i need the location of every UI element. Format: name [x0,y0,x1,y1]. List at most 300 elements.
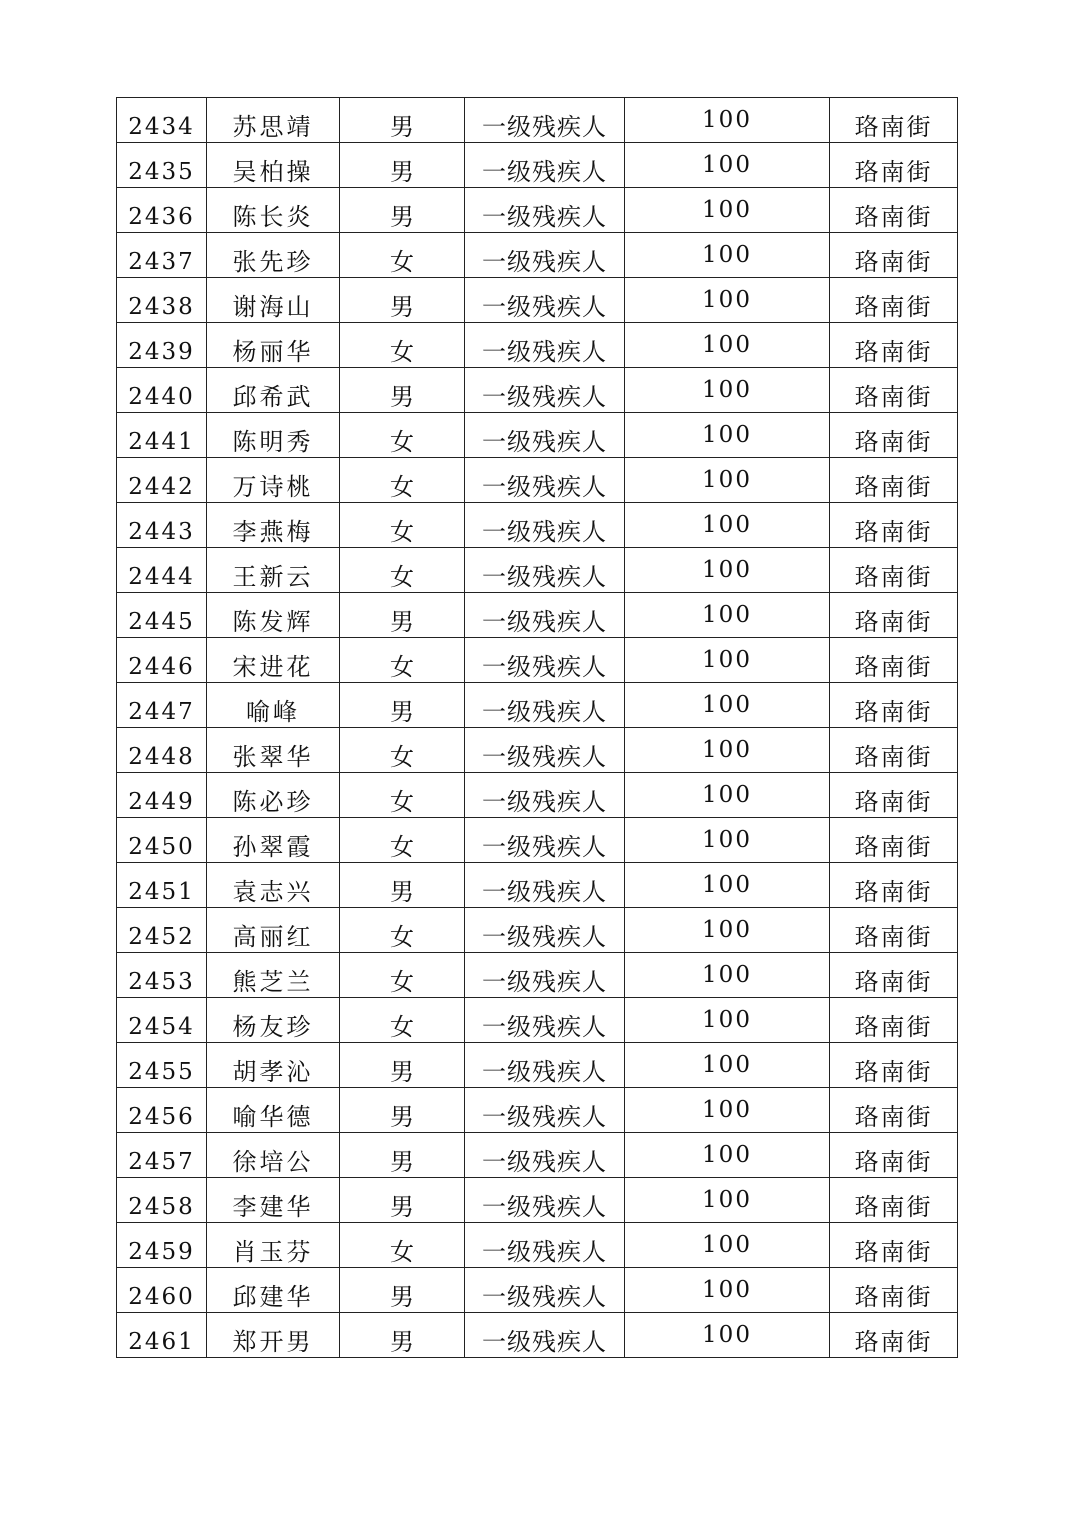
amount-cell-text: 100 [702,1142,752,1168]
row-number-cell [117,143,207,188]
street-cell [830,953,958,998]
disability-level-cell [465,1313,625,1358]
disability-level-cell [465,773,625,818]
row-number-cell-text: 2450 [128,834,195,860]
street-cell [830,1223,958,1268]
street-cell [830,593,958,638]
disability-level-cell [465,953,625,998]
table-body [117,98,958,1358]
name-cell-text: 谢海山 [232,293,314,321]
amount-cell [625,593,830,638]
amount-cell-text: 100 [702,737,752,763]
disability-level-cell-text: 一级残疾人 [482,203,607,231]
gender-cell-text: 男 [390,383,414,411]
table-row [117,278,958,323]
beneficiary-table [116,97,958,1358]
amount-cell-text: 100 [702,557,752,583]
disability-level-cell-text: 一级残疾人 [482,158,607,186]
gender-cell-text: 男 [390,1058,414,1086]
amount-cell-text: 100 [702,512,752,538]
amount-cell-text: 100 [702,1277,752,1303]
amount-cell-text: 100 [702,377,752,403]
street-cell [830,143,958,188]
disability-level-cell-text: 一级残疾人 [482,1283,607,1311]
row-number-cell-text: 2460 [128,1284,195,1310]
disability-level-cell-text: 一级残疾人 [482,1238,607,1266]
row-number-cell-text: 2438 [128,294,195,320]
street-cell-text: 珞南街 [854,923,933,951]
row-number-cell-text: 2436 [128,204,195,230]
table-row [117,953,958,998]
name-cell-text: 徐培公 [232,1148,314,1176]
row-number-cell-text: 2452 [128,924,195,950]
row-number-cell-text: 2455 [128,1059,195,1085]
gender-cell [340,98,465,143]
gender-cell [340,908,465,953]
row-number-cell [117,188,207,233]
row-number-cell-text: 2445 [128,609,195,635]
disability-level-cell-text: 一级残疾人 [482,248,607,276]
gender-cell [340,953,465,998]
row-number-cell-text: 2449 [128,789,195,815]
street-cell-text: 珞南街 [854,248,933,276]
name-cell-text: 李燕梅 [232,518,314,546]
disability-level-cell-text: 一级残疾人 [482,1193,607,1221]
name-cell [207,143,340,188]
amount-cell-text: 100 [702,467,752,493]
gender-cell [340,1313,465,1358]
gender-cell [340,1043,465,1088]
row-number-cell [117,278,207,323]
street-cell [830,638,958,683]
street-cell [830,908,958,953]
table-row [117,1088,958,1133]
table-row [117,143,958,188]
table-row [117,683,958,728]
street-cell [830,1268,958,1313]
gender-cell [340,728,465,773]
name-cell-text: 陈长炎 [232,203,314,231]
disability-level-cell-text: 一级残疾人 [482,788,607,816]
table-row [117,998,958,1043]
name-cell-text: 邱希武 [232,383,314,411]
disability-level-cell [465,143,625,188]
gender-cell-text: 男 [390,203,414,231]
name-cell [207,1133,340,1178]
row-number-cell [117,1313,207,1358]
gender-cell-text: 女 [390,788,414,816]
name-cell-text: 陈发辉 [232,608,314,636]
disability-level-cell [465,98,625,143]
disability-level-cell-text: 一级残疾人 [482,383,607,411]
row-number-cell-text: 2453 [128,969,195,995]
street-cell [830,1178,958,1223]
name-cell-text: 杨友珍 [232,1013,314,1041]
amount-cell [625,188,830,233]
name-cell-text: 万诗桃 [232,473,314,501]
gender-cell-text: 女 [390,248,414,276]
street-cell-text: 珞南街 [854,338,933,366]
amount-cell [625,1223,830,1268]
street-cell-text: 珞南街 [854,788,933,816]
amount-cell-text: 100 [702,827,752,853]
row-number-cell [117,638,207,683]
gender-cell-text: 女 [390,968,414,996]
street-cell-text: 珞南街 [854,203,933,231]
disability-level-cell [465,728,625,773]
street-cell-text: 珞南街 [854,563,933,591]
row-number-cell-text: 2442 [128,474,195,500]
amount-cell [625,413,830,458]
amount-cell [625,728,830,773]
amount-cell [625,233,830,278]
row-number-cell-text: 2456 [128,1104,195,1130]
amount-cell [625,863,830,908]
row-number-cell-text: 2457 [128,1149,195,1175]
name-cell-text: 杨丽华 [232,338,314,366]
gender-cell [340,1223,465,1268]
amount-cell [625,98,830,143]
table-row [117,188,958,233]
table-row [117,368,958,413]
gender-cell [340,593,465,638]
name-cell [207,278,340,323]
row-number-cell-text: 2443 [128,519,195,545]
row-number-cell [117,233,207,278]
street-cell-text: 珞南街 [854,158,933,186]
row-number-cell [117,593,207,638]
amount-cell [625,953,830,998]
street-cell-text: 珞南街 [854,1193,933,1221]
row-number-cell-text: 2439 [128,339,195,365]
gender-cell [340,1133,465,1178]
name-cell-text: 邱建华 [232,1283,314,1311]
amount-cell-text: 100 [702,782,752,808]
name-cell [207,908,340,953]
table-row [117,1223,958,1268]
gender-cell-text: 男 [390,1328,414,1356]
table-row [117,413,958,458]
gender-cell-text: 女 [390,563,414,591]
disability-level-cell [465,593,625,638]
name-cell-text: 熊芝兰 [232,968,314,996]
disability-level-cell-text: 一级残疾人 [482,1148,607,1176]
row-number-cell [117,368,207,413]
disability-level-cell-text: 一级残疾人 [482,923,607,951]
disability-level-cell-text: 一级残疾人 [482,338,607,366]
gender-cell-text: 女 [390,1013,414,1041]
name-cell-text: 高丽红 [232,923,314,951]
amount-cell-text: 100 [702,332,752,358]
gender-cell-text: 男 [390,1148,414,1176]
disability-level-cell-text: 一级残疾人 [482,1058,607,1086]
gender-cell [340,998,465,1043]
disability-level-cell [465,458,625,503]
amount-cell [625,773,830,818]
row-number-cell [117,98,207,143]
street-cell [830,818,958,863]
name-cell [207,638,340,683]
name-cell [207,998,340,1043]
row-number-cell [117,773,207,818]
row-number-cell-text: 2458 [128,1194,195,1220]
street-cell [830,998,958,1043]
name-cell-text: 郑开男 [232,1328,314,1356]
table-row [117,1133,958,1178]
row-number-cell [117,818,207,863]
row-number-cell [117,1178,207,1223]
gender-cell-text: 女 [390,833,414,861]
name-cell-text: 宋进花 [232,653,314,681]
amount-cell-text: 100 [702,242,752,268]
gender-cell-text: 女 [390,923,414,951]
table-row [117,98,958,143]
row-number-cell [117,908,207,953]
amount-cell-text: 100 [702,917,752,943]
street-cell [830,728,958,773]
row-number-cell [117,548,207,593]
name-cell-text: 胡孝沁 [232,1058,314,1086]
row-number-cell [117,503,207,548]
name-cell [207,233,340,278]
name-cell-text: 王新云 [232,563,314,591]
amount-cell [625,368,830,413]
row-number-cell-text: 2454 [128,1014,195,1040]
street-cell [830,863,958,908]
amount-cell-text: 100 [702,1097,752,1123]
name-cell [207,818,340,863]
amount-cell [625,278,830,323]
name-cell-text: 陈必珍 [232,788,314,816]
name-cell [207,413,340,458]
name-cell-text: 喻峰 [246,698,300,726]
street-cell-text: 珞南街 [854,1103,933,1131]
document-table-container [116,97,958,1358]
street-cell-text: 珞南街 [854,1238,933,1266]
disability-level-cell [465,1268,625,1313]
street-cell [830,1043,958,1088]
street-cell-text: 珞南街 [854,473,933,501]
disability-level-cell-text: 一级残疾人 [482,113,607,141]
amount-cell-text: 100 [702,1007,752,1033]
disability-level-cell [465,233,625,278]
amount-cell [625,1133,830,1178]
name-cell-text: 吴柏操 [232,158,314,186]
name-cell [207,728,340,773]
gender-cell [340,1088,465,1133]
table-row [117,1268,958,1313]
amount-cell [625,908,830,953]
amount-cell [625,143,830,188]
name-cell-text: 张翠华 [232,743,314,771]
street-cell [830,188,958,233]
name-cell [207,323,340,368]
amount-cell-text: 100 [702,1322,752,1348]
row-number-cell [117,1043,207,1088]
table-row [117,233,958,278]
gender-cell [340,1178,465,1223]
disability-level-cell [465,503,625,548]
table-row [117,503,958,548]
row-number-cell-text: 2459 [128,1239,195,1265]
table-row [117,323,958,368]
name-cell-text: 袁志兴 [232,878,314,906]
street-cell-text: 珞南街 [854,1283,933,1311]
street-cell-text: 珞南街 [854,743,933,771]
street-cell [830,98,958,143]
row-number-cell [117,863,207,908]
amount-cell [625,323,830,368]
street-cell-text: 珞南街 [854,113,933,141]
gender-cell-text: 男 [390,158,414,186]
row-number-cell-text: 2440 [128,384,195,410]
disability-level-cell-text: 一级残疾人 [482,698,607,726]
street-cell [830,278,958,323]
table-row [117,728,958,773]
amount-cell [625,503,830,548]
name-cell [207,188,340,233]
table-row [117,1043,958,1088]
table-row [117,863,958,908]
disability-level-cell-text: 一级残疾人 [482,473,607,501]
name-cell [207,1178,340,1223]
table-row [117,638,958,683]
row-number-cell-text: 2451 [128,879,195,905]
disability-level-cell [465,863,625,908]
row-number-cell-text: 2434 [128,114,195,140]
disability-level-cell-text: 一级残疾人 [482,968,607,996]
disability-level-cell-text: 一级残疾人 [482,878,607,906]
name-cell-text: 喻华德 [232,1103,314,1131]
row-number-cell [117,953,207,998]
street-cell [830,1133,958,1178]
street-cell [830,548,958,593]
amount-cell [625,638,830,683]
row-number-cell [117,683,207,728]
name-cell [207,98,340,143]
name-cell [207,773,340,818]
gender-cell [340,548,465,593]
street-cell-text: 珞南街 [854,1058,933,1086]
row-number-cell [117,1268,207,1313]
gender-cell-text: 男 [390,698,414,726]
disability-level-cell [465,1178,625,1223]
row-number-cell-text: 2435 [128,159,195,185]
disability-level-cell-text: 一级残疾人 [482,653,607,681]
gender-cell [340,233,465,278]
name-cell [207,1043,340,1088]
street-cell-text: 珞南街 [854,1148,933,1176]
gender-cell-text: 女 [390,338,414,366]
street-cell [830,1313,958,1358]
amount-cell-text: 100 [702,602,752,628]
disability-level-cell [465,188,625,233]
street-cell [830,368,958,413]
gender-cell [340,683,465,728]
table-row [117,1178,958,1223]
name-cell [207,1268,340,1313]
row-number-cell [117,998,207,1043]
amount-cell [625,458,830,503]
disability-level-cell [465,548,625,593]
gender-cell-text: 男 [390,1283,414,1311]
row-number-cell [117,1088,207,1133]
street-cell-text: 珞南街 [854,653,933,681]
name-cell [207,458,340,503]
disability-level-cell [465,683,625,728]
name-cell [207,1088,340,1133]
street-cell-text: 珞南街 [854,428,933,456]
row-number-cell [117,413,207,458]
amount-cell [625,548,830,593]
gender-cell-text: 女 [390,518,414,546]
amount-cell-text: 100 [702,107,752,133]
gender-cell-text: 女 [390,473,414,501]
row-number-cell-text: 2447 [128,699,195,725]
name-cell [207,953,340,998]
disability-level-cell-text: 一级残疾人 [482,1328,607,1356]
amount-cell-text: 100 [702,422,752,448]
gender-cell [340,278,465,323]
street-cell [830,233,958,278]
amount-cell-text: 100 [702,287,752,313]
gender-cell-text: 男 [390,1103,414,1131]
gender-cell [340,638,465,683]
gender-cell [340,458,465,503]
row-number-cell-text: 2437 [128,249,195,275]
disability-level-cell [465,998,625,1043]
name-cell-text: 苏思靖 [232,113,314,141]
amount-cell-text: 100 [702,692,752,718]
street-cell [830,323,958,368]
gender-cell [340,413,465,458]
street-cell-text: 珞南街 [854,833,933,861]
disability-level-cell [465,368,625,413]
name-cell [207,1223,340,1268]
name-cell [207,368,340,413]
gender-cell [340,1268,465,1313]
disability-level-cell [465,323,625,368]
street-cell-text: 珞南街 [854,293,933,321]
row-number-cell-text: 2446 [128,654,195,680]
name-cell-text: 肖玉芬 [232,1238,314,1266]
disability-level-cell-text: 一级残疾人 [482,518,607,546]
disability-level-cell [465,818,625,863]
gender-cell [340,188,465,233]
disability-level-cell [465,413,625,458]
disability-level-cell [465,1088,625,1133]
gender-cell [340,818,465,863]
table-row [117,548,958,593]
amount-cell [625,683,830,728]
amount-cell-text: 100 [702,962,752,988]
table-row [117,593,958,638]
table-row [117,818,958,863]
gender-cell-text: 男 [390,113,414,141]
amount-cell-text: 100 [702,647,752,673]
gender-cell-text: 男 [390,878,414,906]
name-cell [207,683,340,728]
row-number-cell-text: 2461 [128,1329,195,1355]
amount-cell-text: 100 [702,1052,752,1078]
disability-level-cell-text: 一级残疾人 [482,563,607,591]
disability-level-cell-text: 一级残疾人 [482,608,607,636]
gender-cell-text: 女 [390,428,414,456]
street-cell-text: 珞南街 [854,608,933,636]
disability-level-cell [465,908,625,953]
row-number-cell [117,1133,207,1178]
name-cell [207,593,340,638]
